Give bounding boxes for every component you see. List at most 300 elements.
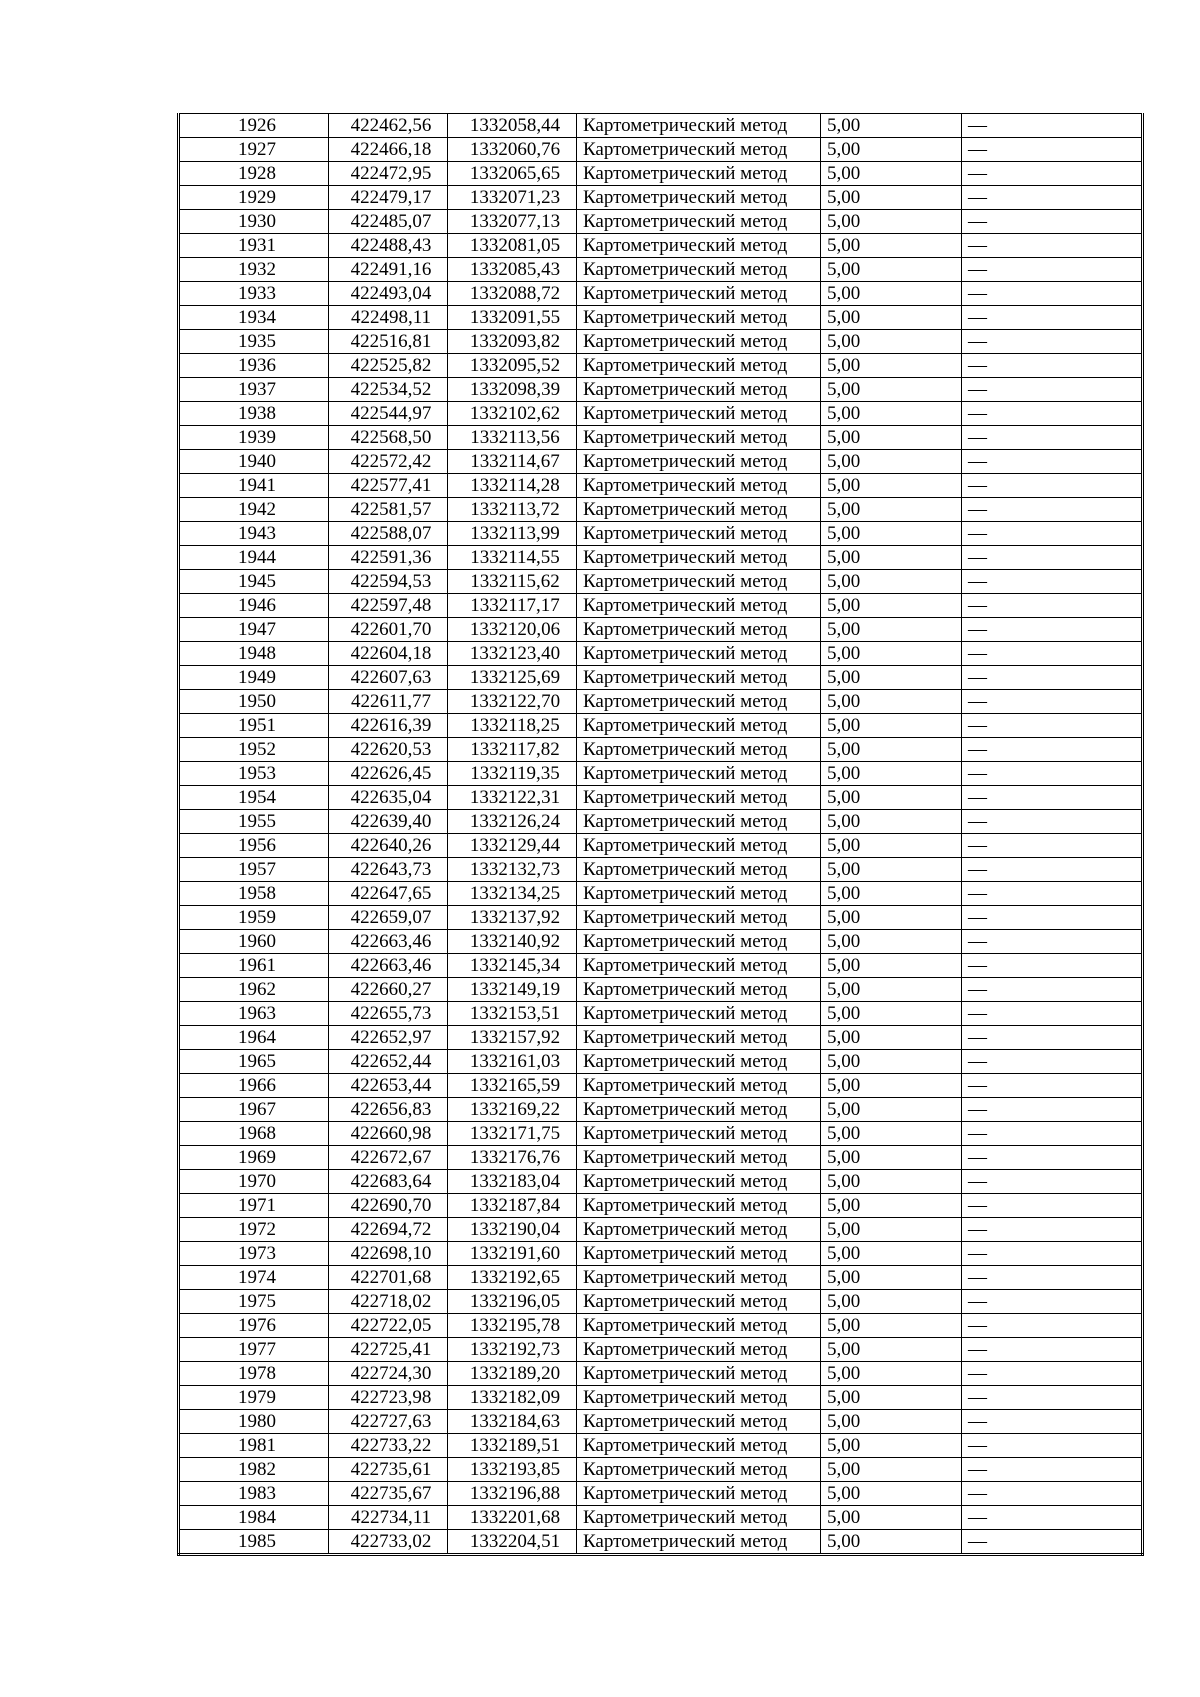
determination-method: Картометрический метод (577, 978, 821, 1002)
determination-method: Картометрический метод (577, 762, 821, 786)
accuracy-value: 5,00 (821, 1074, 962, 1098)
description-cell: — (962, 786, 1143, 810)
coordinate-y: 1332113,56 (448, 426, 577, 450)
table-row (179, 330, 1143, 354)
accuracy-value: 5,00 (821, 450, 962, 474)
description-cell: — (962, 282, 1143, 306)
coordinate-y: 1332122,70 (448, 690, 577, 714)
coordinate-y: 1332192,73 (448, 1338, 577, 1362)
accuracy-value: 5,00 (821, 1002, 962, 1026)
table-row (179, 594, 1143, 618)
table-row (179, 1146, 1143, 1170)
table-row (179, 1434, 1143, 1458)
determination-method: Картометрический метод (577, 858, 821, 882)
determination-method: Картометрический метод (577, 114, 821, 138)
table-row (179, 450, 1143, 474)
coordinate-y: 1332113,99 (448, 522, 577, 546)
point-number: 1983 (179, 1482, 329, 1506)
description-cell: — (962, 1458, 1143, 1482)
accuracy-value: 5,00 (821, 1530, 962, 1555)
coordinate-y: 1332182,09 (448, 1386, 577, 1410)
determination-method: Картометрический метод (577, 1338, 821, 1362)
determination-method: Картометрический метод (577, 1290, 821, 1314)
description-cell: — (962, 234, 1143, 258)
accuracy-value: 5,00 (821, 762, 962, 786)
description-cell: — (962, 1410, 1143, 1434)
description-cell: — (962, 1122, 1143, 1146)
coordinate-x: 422525,82 (329, 354, 448, 378)
coordinate-x: 422690,70 (329, 1194, 448, 1218)
coordinate-y: 1332095,52 (448, 354, 577, 378)
coordinate-x: 422462,56 (329, 114, 448, 138)
determination-method: Картометрический метод (577, 690, 821, 714)
point-number: 1974 (179, 1266, 329, 1290)
table-row (179, 378, 1143, 402)
coordinate-y: 1332119,35 (448, 762, 577, 786)
determination-method: Картометрический метод (577, 1122, 821, 1146)
point-number: 1964 (179, 1026, 329, 1050)
coordinate-x: 422724,30 (329, 1362, 448, 1386)
determination-method: Картометрический метод (577, 474, 821, 498)
coordinate-y: 1332189,51 (448, 1434, 577, 1458)
table-row (179, 906, 1143, 930)
point-number: 1970 (179, 1170, 329, 1194)
coordinate-x: 422722,05 (329, 1314, 448, 1338)
accuracy-value: 5,00 (821, 330, 962, 354)
coordinate-x: 422581,57 (329, 498, 448, 522)
coordinate-y: 1332196,88 (448, 1482, 577, 1506)
accuracy-value: 5,00 (821, 1050, 962, 1074)
determination-method: Картометрический метод (577, 1410, 821, 1434)
accuracy-value: 5,00 (821, 1266, 962, 1290)
coordinate-y: 1332161,03 (448, 1050, 577, 1074)
description-cell: — (962, 882, 1143, 906)
accuracy-value: 5,00 (821, 1314, 962, 1338)
table-row (179, 882, 1143, 906)
table-row (179, 834, 1143, 858)
description-cell: — (962, 618, 1143, 642)
point-number: 1948 (179, 642, 329, 666)
accuracy-value: 5,00 (821, 1482, 962, 1506)
coordinate-y: 1332071,23 (448, 186, 577, 210)
accuracy-value: 5,00 (821, 1146, 962, 1170)
description-cell: — (962, 666, 1143, 690)
coordinate-x: 422653,44 (329, 1074, 448, 1098)
determination-method: Картометрический метод (577, 618, 821, 642)
table-row (179, 666, 1143, 690)
coordinate-y: 1332192,65 (448, 1266, 577, 1290)
table-row (179, 1218, 1143, 1242)
coordinate-y: 1332114,67 (448, 450, 577, 474)
coordinate-y: 1332091,55 (448, 306, 577, 330)
coordinate-y: 1332077,13 (448, 210, 577, 234)
point-number: 1944 (179, 546, 329, 570)
accuracy-value: 5,00 (821, 642, 962, 666)
accuracy-value: 5,00 (821, 306, 962, 330)
coordinate-x: 422727,63 (329, 1410, 448, 1434)
table-row (179, 1338, 1143, 1362)
determination-method: Картометрический метод (577, 138, 821, 162)
description-cell: — (962, 1386, 1143, 1410)
coordinate-y: 1332060,76 (448, 138, 577, 162)
accuracy-value: 5,00 (821, 1458, 962, 1482)
table-row (179, 1362, 1143, 1386)
table-row (179, 1026, 1143, 1050)
determination-method: Картометрический метод (577, 306, 821, 330)
coordinate-y: 1332114,28 (448, 474, 577, 498)
coordinate-x: 422588,07 (329, 522, 448, 546)
table-row (179, 858, 1143, 882)
accuracy-value: 5,00 (821, 882, 962, 906)
description-cell: — (962, 546, 1143, 570)
coordinate-y: 1332134,25 (448, 882, 577, 906)
description-cell: — (962, 642, 1143, 666)
coordinate-x: 422493,04 (329, 282, 448, 306)
determination-method: Картометрический метод (577, 1194, 821, 1218)
table-row (179, 1530, 1143, 1555)
table-row (179, 1074, 1143, 1098)
accuracy-value: 5,00 (821, 690, 962, 714)
determination-method: Картометрический метод (577, 738, 821, 762)
coordinate-x: 422652,44 (329, 1050, 448, 1074)
coordinate-y: 1332093,82 (448, 330, 577, 354)
point-number: 1930 (179, 210, 329, 234)
determination-method: Картометрический метод (577, 1002, 821, 1026)
coordinate-y: 1332129,44 (448, 834, 577, 858)
description-cell: — (962, 1050, 1143, 1074)
accuracy-value: 5,00 (821, 114, 962, 138)
description-cell: — (962, 1266, 1143, 1290)
determination-method: Картометрический метод (577, 1482, 821, 1506)
table-row (179, 474, 1143, 498)
coordinate-y: 1332184,63 (448, 1410, 577, 1434)
determination-method: Картометрический метод (577, 354, 821, 378)
accuracy-value: 5,00 (821, 1362, 962, 1386)
accuracy-value: 5,00 (821, 498, 962, 522)
coordinate-x: 422735,61 (329, 1458, 448, 1482)
determination-method: Картометрический метод (577, 570, 821, 594)
point-number: 1982 (179, 1458, 329, 1482)
point-number: 1935 (179, 330, 329, 354)
determination-method: Картометрический метод (577, 546, 821, 570)
table-row (179, 1290, 1143, 1314)
point-number: 1984 (179, 1506, 329, 1530)
point-number: 1946 (179, 594, 329, 618)
coordinate-x: 422568,50 (329, 426, 448, 450)
table-row (179, 1314, 1143, 1338)
table-row (179, 786, 1143, 810)
determination-method: Картометрический метод (577, 1506, 821, 1530)
point-number: 1945 (179, 570, 329, 594)
accuracy-value: 5,00 (821, 1194, 962, 1218)
description-cell: — (962, 1482, 1143, 1506)
determination-method: Картометрический метод (577, 930, 821, 954)
description-cell: — (962, 1026, 1143, 1050)
table-row (179, 306, 1143, 330)
accuracy-value: 5,00 (821, 594, 962, 618)
table-row (179, 1098, 1143, 1122)
coordinate-x: 422577,41 (329, 474, 448, 498)
accuracy-value: 5,00 (821, 906, 962, 930)
description-cell: — (962, 1362, 1143, 1386)
description-cell: — (962, 762, 1143, 786)
table-row (179, 1002, 1143, 1026)
determination-method: Картометрический метод (577, 1266, 821, 1290)
point-number: 1977 (179, 1338, 329, 1362)
determination-method: Картометрический метод (577, 642, 821, 666)
coordinate-x: 422643,73 (329, 858, 448, 882)
accuracy-value: 5,00 (821, 618, 962, 642)
point-number: 1968 (179, 1122, 329, 1146)
coordinate-y: 1332195,78 (448, 1314, 577, 1338)
point-number: 1940 (179, 450, 329, 474)
determination-method: Картометрический метод (577, 834, 821, 858)
point-number: 1936 (179, 354, 329, 378)
description-cell: — (962, 1314, 1143, 1338)
description-cell: — (962, 1530, 1143, 1555)
coordinate-x: 422534,52 (329, 378, 448, 402)
table-row (179, 690, 1143, 714)
point-number: 1973 (179, 1242, 329, 1266)
point-number: 1981 (179, 1434, 329, 1458)
accuracy-value: 5,00 (821, 186, 962, 210)
table-row (179, 498, 1143, 522)
table-row (179, 1410, 1143, 1434)
coordinate-x: 422733,22 (329, 1434, 448, 1458)
coordinate-y: 1332102,62 (448, 402, 577, 426)
coordinate-x: 422652,97 (329, 1026, 448, 1050)
table-row (179, 1266, 1143, 1290)
coordinate-y: 1332085,43 (448, 258, 577, 282)
point-number: 1965 (179, 1050, 329, 1074)
determination-method: Картометрический метод (577, 210, 821, 234)
description-cell: — (962, 594, 1143, 618)
determination-method: Картометрический метод (577, 186, 821, 210)
table-row (179, 738, 1143, 762)
coordinate-y: 1332117,82 (448, 738, 577, 762)
coordinate-x: 422604,18 (329, 642, 448, 666)
description-cell: — (962, 114, 1143, 138)
accuracy-value: 5,00 (821, 810, 962, 834)
coordinate-y: 1332088,72 (448, 282, 577, 306)
coordinate-y: 1332113,72 (448, 498, 577, 522)
table-row (179, 762, 1143, 786)
point-number: 1966 (179, 1074, 329, 1098)
coordinate-x: 422683,64 (329, 1170, 448, 1194)
accuracy-value: 5,00 (821, 1098, 962, 1122)
determination-method: Картометрический метод (577, 1386, 821, 1410)
point-number: 1939 (179, 426, 329, 450)
accuracy-value: 5,00 (821, 426, 962, 450)
coordinate-x: 422734,11 (329, 1506, 448, 1530)
table-row (179, 426, 1143, 450)
accuracy-value: 5,00 (821, 474, 962, 498)
description-cell: — (962, 1290, 1143, 1314)
point-number: 1971 (179, 1194, 329, 1218)
determination-method: Картометрический метод (577, 1026, 821, 1050)
point-number: 1951 (179, 714, 329, 738)
coordinate-y: 1332122,31 (448, 786, 577, 810)
coordinate-x: 422659,07 (329, 906, 448, 930)
accuracy-value: 5,00 (821, 546, 962, 570)
description-cell: — (962, 1146, 1143, 1170)
point-number: 1985 (179, 1530, 329, 1555)
coordinate-x: 422472,95 (329, 162, 448, 186)
determination-method: Картометрический метод (577, 330, 821, 354)
description-cell: — (962, 450, 1143, 474)
coordinate-x: 422597,48 (329, 594, 448, 618)
description-cell: — (962, 930, 1143, 954)
accuracy-value: 5,00 (821, 402, 962, 426)
coordinate-y: 1332189,20 (448, 1362, 577, 1386)
determination-method: Картометрический метод (577, 1218, 821, 1242)
point-number: 1967 (179, 1098, 329, 1122)
coordinate-x: 422491,16 (329, 258, 448, 282)
point-number: 1963 (179, 1002, 329, 1026)
accuracy-value: 5,00 (821, 354, 962, 378)
point-number: 1941 (179, 474, 329, 498)
description-cell: — (962, 714, 1143, 738)
coordinate-y: 1332115,62 (448, 570, 577, 594)
point-number: 1962 (179, 978, 329, 1002)
coordinate-x: 422698,10 (329, 1242, 448, 1266)
point-number: 1954 (179, 786, 329, 810)
coordinate-y: 1332081,05 (448, 234, 577, 258)
description-cell: — (962, 906, 1143, 930)
accuracy-value: 5,00 (821, 1170, 962, 1194)
point-number: 1980 (179, 1410, 329, 1434)
determination-method: Картометрический метод (577, 1242, 821, 1266)
description-cell: — (962, 1170, 1143, 1194)
determination-method: Картометрический метод (577, 426, 821, 450)
determination-method: Картометрический метод (577, 1170, 821, 1194)
coordinate-x: 422635,04 (329, 786, 448, 810)
coordinate-y: 1332118,25 (448, 714, 577, 738)
coordinate-y: 1332120,06 (448, 618, 577, 642)
table-row (179, 618, 1143, 642)
coordinate-y: 1332065,65 (448, 162, 577, 186)
coordinate-y: 1332145,34 (448, 954, 577, 978)
description-cell: — (962, 210, 1143, 234)
determination-method: Картометрический метод (577, 810, 821, 834)
point-number: 1938 (179, 402, 329, 426)
table-row (179, 1050, 1143, 1074)
point-number: 1952 (179, 738, 329, 762)
table-row (179, 1194, 1143, 1218)
accuracy-value: 5,00 (821, 930, 962, 954)
coordinate-y: 1332201,68 (448, 1506, 577, 1530)
coordinate-y: 1332125,69 (448, 666, 577, 690)
coordinate-x: 422479,17 (329, 186, 448, 210)
table-row (179, 978, 1143, 1002)
coordinate-x: 422694,72 (329, 1218, 448, 1242)
description-cell: — (962, 474, 1143, 498)
table-row (179, 402, 1143, 426)
point-number: 1928 (179, 162, 329, 186)
coordinate-y: 1332058,44 (448, 114, 577, 138)
description-cell: — (962, 426, 1143, 450)
coordinate-x: 422725,41 (329, 1338, 448, 1362)
description-cell: — (962, 1074, 1143, 1098)
coordinate-y: 1332187,84 (448, 1194, 577, 1218)
table-row (179, 1506, 1143, 1530)
coordinate-x: 422663,46 (329, 930, 448, 954)
coordinate-y: 1332123,40 (448, 642, 577, 666)
table-row (179, 186, 1143, 210)
determination-method: Картометрический метод (577, 1362, 821, 1386)
description-cell: — (962, 1218, 1143, 1242)
coordinate-x: 422701,68 (329, 1266, 448, 1290)
description-cell: — (962, 162, 1143, 186)
point-number: 1949 (179, 666, 329, 690)
determination-method: Картометрический метод (577, 162, 821, 186)
determination-method: Картометрический метод (577, 666, 821, 690)
determination-method: Картометрический метод (577, 1458, 821, 1482)
description-cell: — (962, 810, 1143, 834)
coordinate-y: 1332117,17 (448, 594, 577, 618)
coordinate-x: 422485,07 (329, 210, 448, 234)
accuracy-value: 5,00 (821, 834, 962, 858)
coordinate-y: 1332204,51 (448, 1530, 577, 1555)
coordinate-x: 422660,27 (329, 978, 448, 1002)
table-row (179, 114, 1143, 138)
table-row (179, 210, 1143, 234)
accuracy-value: 5,00 (821, 978, 962, 1002)
point-number: 1932 (179, 258, 329, 282)
determination-method: Картометрический метод (577, 1434, 821, 1458)
point-number: 1943 (179, 522, 329, 546)
coordinate-x: 422607,63 (329, 666, 448, 690)
table-row (179, 1122, 1143, 1146)
table-row (179, 258, 1143, 282)
table-row (179, 522, 1143, 546)
point-number: 1955 (179, 810, 329, 834)
coordinate-x: 422718,02 (329, 1290, 448, 1314)
point-number: 1947 (179, 618, 329, 642)
point-number: 1929 (179, 186, 329, 210)
accuracy-value: 5,00 (821, 1242, 962, 1266)
table-row (179, 642, 1143, 666)
table-row (179, 570, 1143, 594)
description-cell: — (962, 1194, 1143, 1218)
table-row (179, 930, 1143, 954)
determination-method: Картометрический метод (577, 402, 821, 426)
coordinate-x: 422663,46 (329, 954, 448, 978)
coordinate-x: 422594,53 (329, 570, 448, 594)
coordinate-y: 1332165,59 (448, 1074, 577, 1098)
point-number: 1953 (179, 762, 329, 786)
coordinate-y: 1332140,92 (448, 930, 577, 954)
point-number: 1937 (179, 378, 329, 402)
point-number: 1957 (179, 858, 329, 882)
point-number: 1934 (179, 306, 329, 330)
coordinate-y: 1332114,55 (448, 546, 577, 570)
description-cell: — (962, 330, 1143, 354)
accuracy-value: 5,00 (821, 954, 962, 978)
accuracy-value: 5,00 (821, 1434, 962, 1458)
coordinate-x: 422647,65 (329, 882, 448, 906)
coordinate-y: 1332157,92 (448, 1026, 577, 1050)
description-cell: — (962, 1338, 1143, 1362)
coordinate-y: 1332176,76 (448, 1146, 577, 1170)
coordinate-y: 1332196,05 (448, 1290, 577, 1314)
coordinate-x: 422611,77 (329, 690, 448, 714)
coordinate-x: 422601,70 (329, 618, 448, 642)
determination-method: Картометрический метод (577, 906, 821, 930)
accuracy-value: 5,00 (821, 282, 962, 306)
accuracy-value: 5,00 (821, 1386, 962, 1410)
description-cell: — (962, 834, 1143, 858)
